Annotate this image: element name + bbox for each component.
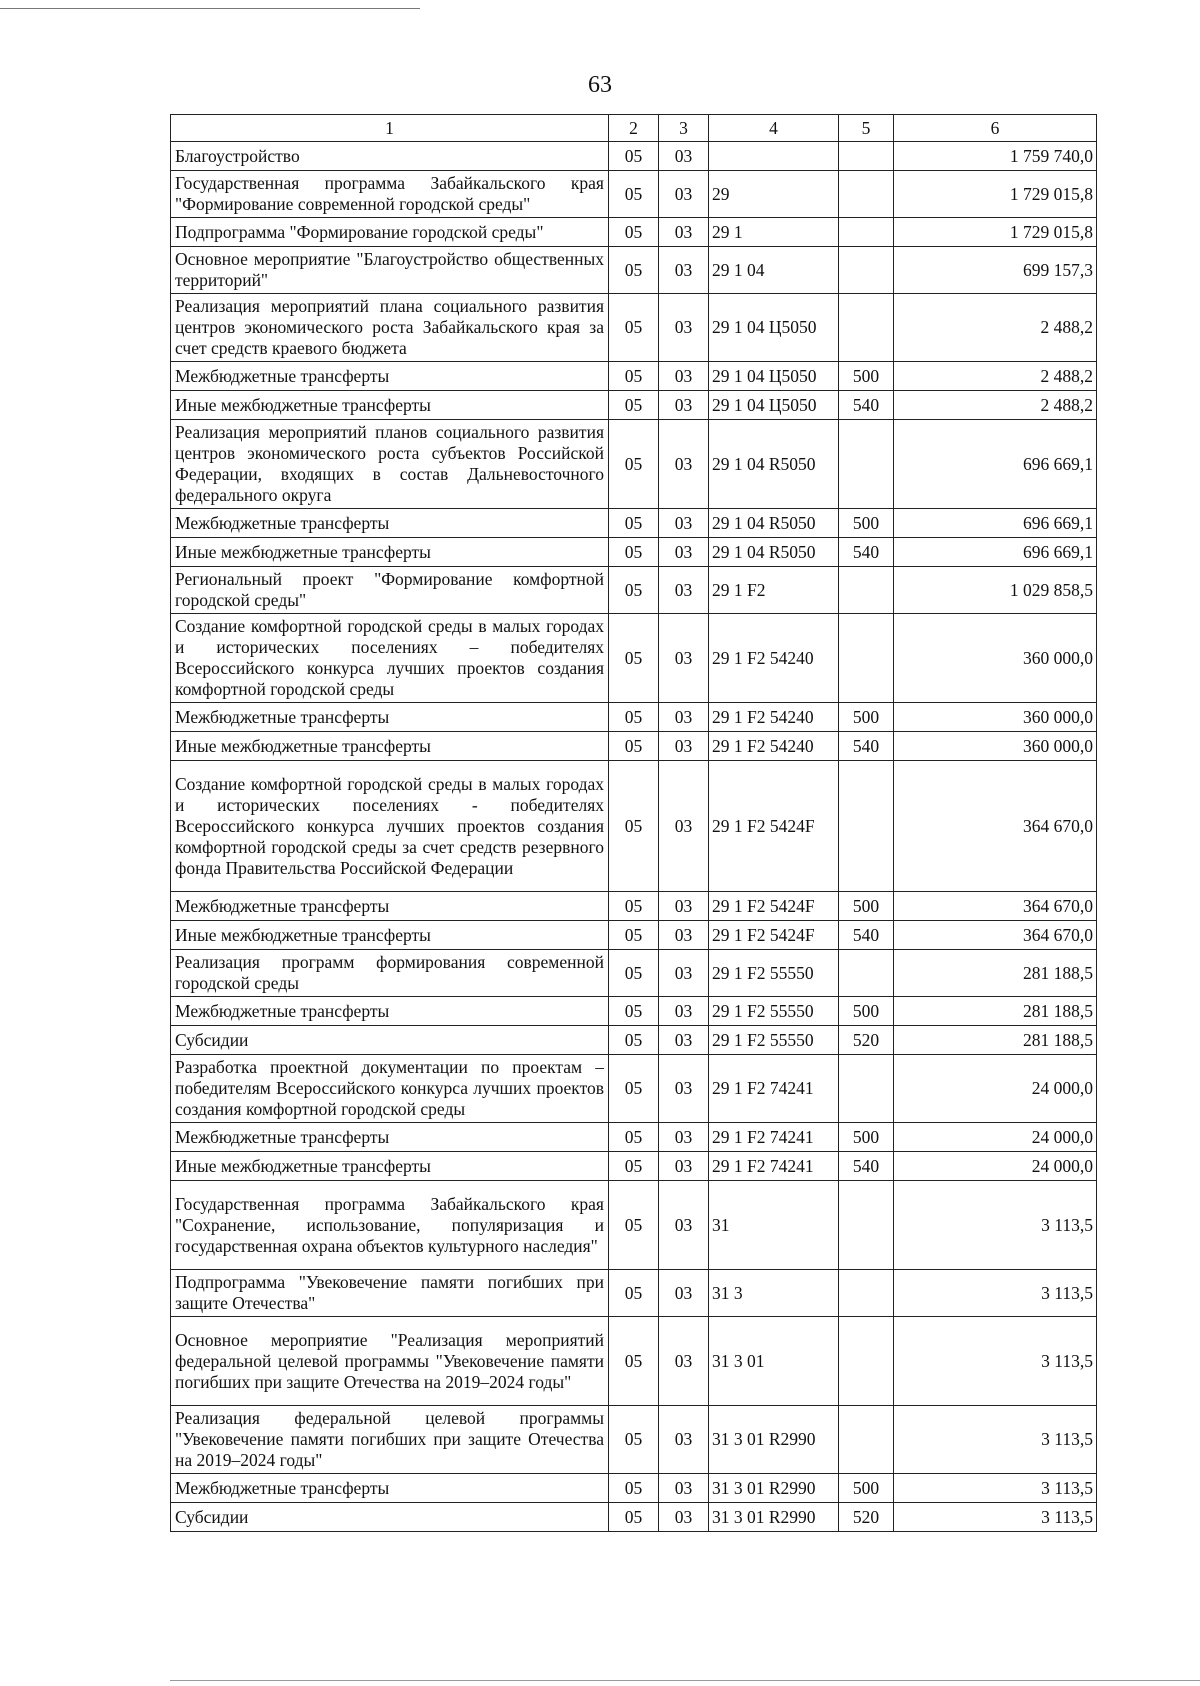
row-name-cell: Реализация мероприятий плана социального развития центров экономического роста Забайкальского края за счет средств краевого бюджета [171, 294, 609, 362]
target-article-cell: 29 1 F2 74241 [709, 1123, 839, 1152]
subsection-code-cell: 03 [659, 1317, 709, 1406]
target-article-cell: 29 1 F2 74241 [709, 1152, 839, 1181]
row-name-cell: Реализация мероприятий планов социального развития центров экономического роста субъектов Российской Федерации, входящих в состав Дальневосточного федерального округа [171, 420, 609, 509]
amount-cell: 24 000,0 [894, 1123, 1097, 1152]
section-code-cell: 05 [609, 1270, 659, 1317]
table-row [171, 1317, 1097, 1406]
expense-type-cell: 540 [839, 538, 894, 567]
table-row [171, 1055, 1097, 1123]
amount-cell: 281 188,5 [894, 1026, 1097, 1055]
expense-type-cell [839, 142, 894, 171]
amount-cell: 2 488,2 [894, 391, 1097, 420]
section-code-cell: 05 [609, 1406, 659, 1474]
target-article-cell [709, 142, 839, 171]
target-article-cell: 29 1 [709, 218, 839, 247]
expense-type-cell [839, 950, 894, 997]
amount-cell: 3 113,5 [894, 1270, 1097, 1317]
target-article-cell: 29 1 F2 5424F [709, 761, 839, 892]
row-name-cell: Межбюджетные трансферты [171, 362, 609, 391]
amount-cell: 1 759 740,0 [894, 142, 1097, 171]
row-name-cell: Создание комфортной городской среды в малых городах и исторических поселениях - победителях Всероссийского конкурса лучших проектов создания комфортной городской среды за счет средств резервного фонда Правительства Российской Федерации [171, 761, 609, 892]
subsection-code-cell: 03 [659, 1181, 709, 1270]
amount-cell: 696 669,1 [894, 538, 1097, 567]
subsection-code-cell: 03 [659, 1270, 709, 1317]
section-code-cell: 05 [609, 997, 659, 1026]
subsection-code-cell: 03 [659, 703, 709, 732]
target-article-cell: 29 1 F2 54240 [709, 614, 839, 703]
table-row [171, 1270, 1097, 1317]
section-code-cell: 05 [609, 1181, 659, 1270]
table-row [171, 142, 1097, 171]
section-code-cell: 05 [609, 614, 659, 703]
target-article-cell: 29 1 F2 5424F [709, 892, 839, 921]
subsection-code-cell: 03 [659, 950, 709, 997]
amount-cell: 1 729 015,8 [894, 218, 1097, 247]
table-row [171, 950, 1097, 997]
section-code-cell: 05 [609, 1123, 659, 1152]
expense-type-cell: 500 [839, 997, 894, 1026]
header-cell-2: 2 [609, 115, 659, 142]
amount-cell: 364 670,0 [894, 921, 1097, 950]
subsection-code-cell: 03 [659, 1026, 709, 1055]
table-row [171, 761, 1097, 892]
expense-type-cell [839, 1270, 894, 1317]
section-code-cell: 05 [609, 420, 659, 509]
expense-type-cell: 540 [839, 391, 894, 420]
target-article-cell: 29 1 04 Ц5050 [709, 294, 839, 362]
amount-cell: 360 000,0 [894, 703, 1097, 732]
section-code-cell: 05 [609, 294, 659, 362]
table-row [171, 1026, 1097, 1055]
section-code-cell: 05 [609, 567, 659, 614]
target-article-cell: 31 3 01 R2990 [709, 1406, 839, 1474]
section-code-cell: 05 [609, 247, 659, 294]
expense-type-cell: 500 [839, 892, 894, 921]
expense-type-cell [839, 1406, 894, 1474]
table-row [171, 420, 1097, 509]
table-row [171, 1503, 1097, 1532]
expense-type-cell [839, 420, 894, 509]
row-name-cell: Межбюджетные трансферты [171, 1474, 609, 1503]
table-row [171, 391, 1097, 420]
subsection-code-cell: 03 [659, 892, 709, 921]
row-name-cell: Государственная программа Забайкальского края "Сохранение, использование, популяризация и государственная охрана объектов культурного наследия" [171, 1181, 609, 1270]
expense-type-cell: 540 [839, 732, 894, 761]
section-code-cell: 05 [609, 1503, 659, 1532]
section-code-cell: 05 [609, 1317, 659, 1406]
target-article-cell: 29 1 F2 54240 [709, 703, 839, 732]
expense-type-cell: 500 [839, 1123, 894, 1152]
target-article-cell: 29 1 F2 54240 [709, 732, 839, 761]
table-row [171, 171, 1097, 218]
subsection-code-cell: 03 [659, 1055, 709, 1123]
subsection-code-cell: 03 [659, 1152, 709, 1181]
table-row [171, 1406, 1097, 1474]
row-name-cell: Государственная программа Забайкальского края "Формирование современной городской среды" [171, 171, 609, 218]
expense-type-cell: 500 [839, 362, 894, 391]
table-row [171, 247, 1097, 294]
amount-cell: 360 000,0 [894, 732, 1097, 761]
section-code-cell: 05 [609, 171, 659, 218]
row-name-cell: Разработка проектной документации по проектам – победителям Всероссийского конкурса лучших проектов создания комфортной городской среды [171, 1055, 609, 1123]
section-code-cell: 05 [609, 1055, 659, 1123]
subsection-code-cell: 03 [659, 567, 709, 614]
row-name-cell: Иные межбюджетные трансферты [171, 1152, 609, 1181]
subsection-code-cell: 03 [659, 142, 709, 171]
amount-cell: 281 188,5 [894, 950, 1097, 997]
subsection-code-cell: 03 [659, 420, 709, 509]
target-article-cell: 29 1 F2 55550 [709, 950, 839, 997]
section-code-cell: 05 [609, 538, 659, 567]
expense-type-cell [839, 218, 894, 247]
amount-cell: 696 669,1 [894, 420, 1097, 509]
section-code-cell: 05 [609, 892, 659, 921]
amount-cell: 1 029 858,5 [894, 567, 1097, 614]
row-name-cell: Межбюджетные трансферты [171, 892, 609, 921]
section-code-cell: 05 [609, 391, 659, 420]
target-article-cell: 31 3 [709, 1270, 839, 1317]
target-article-cell: 31 [709, 1181, 839, 1270]
amount-cell: 24 000,0 [894, 1152, 1097, 1181]
target-article-cell: 29 1 F2 5424F [709, 921, 839, 950]
section-code-cell: 05 [609, 1152, 659, 1181]
target-article-cell: 29 1 F2 55550 [709, 1026, 839, 1055]
row-name-cell: Реализация федеральной целевой программы "Увековечение памяти погибших при защите Отечества на 2019–2024 годы" [171, 1406, 609, 1474]
table-row [171, 921, 1097, 950]
table-row [171, 1123, 1097, 1152]
row-name-cell: Подпрограмма "Формирование городской среды" [171, 218, 609, 247]
header-cell-6: 6 [894, 115, 1097, 142]
table-row [171, 1181, 1097, 1270]
expense-type-cell [839, 1317, 894, 1406]
row-name-cell: Межбюджетные трансферты [171, 703, 609, 732]
header-cell-4: 4 [709, 115, 839, 142]
page-number: 63 [588, 72, 612, 98]
expense-type-cell [839, 614, 894, 703]
subsection-code-cell: 03 [659, 509, 709, 538]
table-row [171, 892, 1097, 921]
amount-cell: 281 188,5 [894, 997, 1097, 1026]
budget-table-body [171, 115, 1097, 1532]
expense-type-cell [839, 1181, 894, 1270]
target-article-cell: 31 3 01 [709, 1317, 839, 1406]
section-code-cell: 05 [609, 950, 659, 997]
amount-cell: 3 113,5 [894, 1406, 1097, 1474]
section-code-cell: 05 [609, 1026, 659, 1055]
amount-cell: 696 669,1 [894, 509, 1097, 538]
subsection-code-cell: 03 [659, 538, 709, 567]
target-article-cell: 29 1 04 R5050 [709, 538, 839, 567]
amount-cell: 364 670,0 [894, 761, 1097, 892]
section-code-cell: 05 [609, 218, 659, 247]
target-article-cell: 29 1 F2 [709, 567, 839, 614]
expense-type-cell [839, 171, 894, 218]
expense-type-cell [839, 294, 894, 362]
expense-type-cell [839, 1055, 894, 1123]
amount-cell: 360 000,0 [894, 614, 1097, 703]
section-code-cell: 05 [609, 509, 659, 538]
table-row [171, 218, 1097, 247]
expense-type-cell: 500 [839, 703, 894, 732]
target-article-cell: 29 [709, 171, 839, 218]
table-row [171, 538, 1097, 567]
table-row [171, 997, 1097, 1026]
amount-cell: 3 113,5 [894, 1181, 1097, 1270]
subsection-code-cell: 03 [659, 761, 709, 892]
expense-type-cell: 540 [839, 921, 894, 950]
row-name-cell: Иные межбюджетные трансферты [171, 391, 609, 420]
section-code-cell: 05 [609, 732, 659, 761]
amount-cell: 2 488,2 [894, 294, 1097, 362]
section-code-cell: 05 [609, 703, 659, 732]
expense-type-cell: 520 [839, 1026, 894, 1055]
row-name-cell: Благоустройство [171, 142, 609, 171]
section-code-cell: 05 [609, 921, 659, 950]
table-header-row [171, 115, 1097, 142]
expense-type-cell [839, 567, 894, 614]
amount-cell: 3 113,5 [894, 1474, 1097, 1503]
header-cell-5: 5 [839, 115, 894, 142]
row-name-cell: Основное мероприятие "Благоустройство общественных территорий" [171, 247, 609, 294]
target-article-cell: 29 1 04 Ц5050 [709, 362, 839, 391]
subsection-code-cell: 03 [659, 1406, 709, 1474]
scan-edge-line-bottom [170, 1680, 1200, 1681]
subsection-code-cell: 03 [659, 294, 709, 362]
subsection-code-cell: 03 [659, 1474, 709, 1503]
target-article-cell: 29 1 04 R5050 [709, 420, 839, 509]
section-code-cell: 05 [609, 142, 659, 171]
header-cell-1: 1 [171, 115, 609, 142]
subsection-code-cell: 03 [659, 247, 709, 294]
subsection-code-cell: 03 [659, 614, 709, 703]
table-row [171, 732, 1097, 761]
row-name-cell: Иные межбюджетные трансферты [171, 732, 609, 761]
row-name-cell: Межбюджетные трансферты [171, 1123, 609, 1152]
row-name-cell: Иные межбюджетные трансферты [171, 538, 609, 567]
expense-type-cell [839, 761, 894, 892]
subsection-code-cell: 03 [659, 391, 709, 420]
amount-cell: 2 488,2 [894, 362, 1097, 391]
subsection-code-cell: 03 [659, 997, 709, 1026]
table-row [171, 1474, 1097, 1503]
amount-cell: 24 000,0 [894, 1055, 1097, 1123]
expense-type-cell: 520 [839, 1503, 894, 1532]
subsection-code-cell: 03 [659, 921, 709, 950]
header-cell-3: 3 [659, 115, 709, 142]
section-code-cell: 05 [609, 1474, 659, 1503]
amount-cell: 3 113,5 [894, 1503, 1097, 1532]
row-name-cell: Субсидии [171, 1503, 609, 1532]
expense-type-cell: 540 [839, 1152, 894, 1181]
target-article-cell: 29 1 04 [709, 247, 839, 294]
target-article-cell: 29 1 04 Ц5050 [709, 391, 839, 420]
target-article-cell: 31 3 01 R2990 [709, 1503, 839, 1532]
subsection-code-cell: 03 [659, 1123, 709, 1152]
table-row [171, 362, 1097, 391]
row-name-cell: Региональный проект "Формирование комфортной городской среды" [171, 567, 609, 614]
table-row [171, 1152, 1097, 1181]
row-name-cell: Межбюджетные трансферты [171, 997, 609, 1026]
subsection-code-cell: 03 [659, 1503, 709, 1532]
row-name-cell: Создание комфортной городской среды в малых городах и исторических поселениях – победителях Всероссийского конкурса лучших проектов создания комфортной городской среды [171, 614, 609, 703]
table-row [171, 703, 1097, 732]
subsection-code-cell: 03 [659, 732, 709, 761]
subsection-code-cell: 03 [659, 171, 709, 218]
table-row [171, 567, 1097, 614]
amount-cell: 3 113,5 [894, 1317, 1097, 1406]
target-article-cell: 31 3 01 R2990 [709, 1474, 839, 1503]
row-name-cell: Субсидии [171, 1026, 609, 1055]
amount-cell: 364 670,0 [894, 892, 1097, 921]
subsection-code-cell: 03 [659, 362, 709, 391]
expense-type-cell: 500 [839, 509, 894, 538]
subsection-code-cell: 03 [659, 218, 709, 247]
row-name-cell: Реализация программ формирования современной городской среды [171, 950, 609, 997]
row-name-cell: Межбюджетные трансферты [171, 509, 609, 538]
section-code-cell: 05 [609, 761, 659, 892]
amount-cell: 699 157,3 [894, 247, 1097, 294]
target-article-cell: 29 1 F2 74241 [709, 1055, 839, 1123]
row-name-cell: Подпрограмма "Увековечение памяти погибших при защите Отечества" [171, 1270, 609, 1317]
table-row [171, 509, 1097, 538]
section-code-cell: 05 [609, 362, 659, 391]
expense-type-cell [839, 247, 894, 294]
target-article-cell: 29 1 F2 55550 [709, 997, 839, 1026]
row-name-cell: Иные межбюджетные трансферты [171, 921, 609, 950]
expense-type-cell: 500 [839, 1474, 894, 1503]
target-article-cell: 29 1 04 R5050 [709, 509, 839, 538]
amount-cell: 1 729 015,8 [894, 171, 1097, 218]
table-row [171, 294, 1097, 362]
scan-edge-line-top [0, 8, 420, 9]
table-row [171, 614, 1097, 703]
row-name-cell: Основное мероприятие "Реализация мероприятий федеральной целевой программы "Увековечение памяти погибших при защите Отечества на 2019–2024 годы" [171, 1317, 609, 1406]
budget-table [170, 114, 1097, 1532]
